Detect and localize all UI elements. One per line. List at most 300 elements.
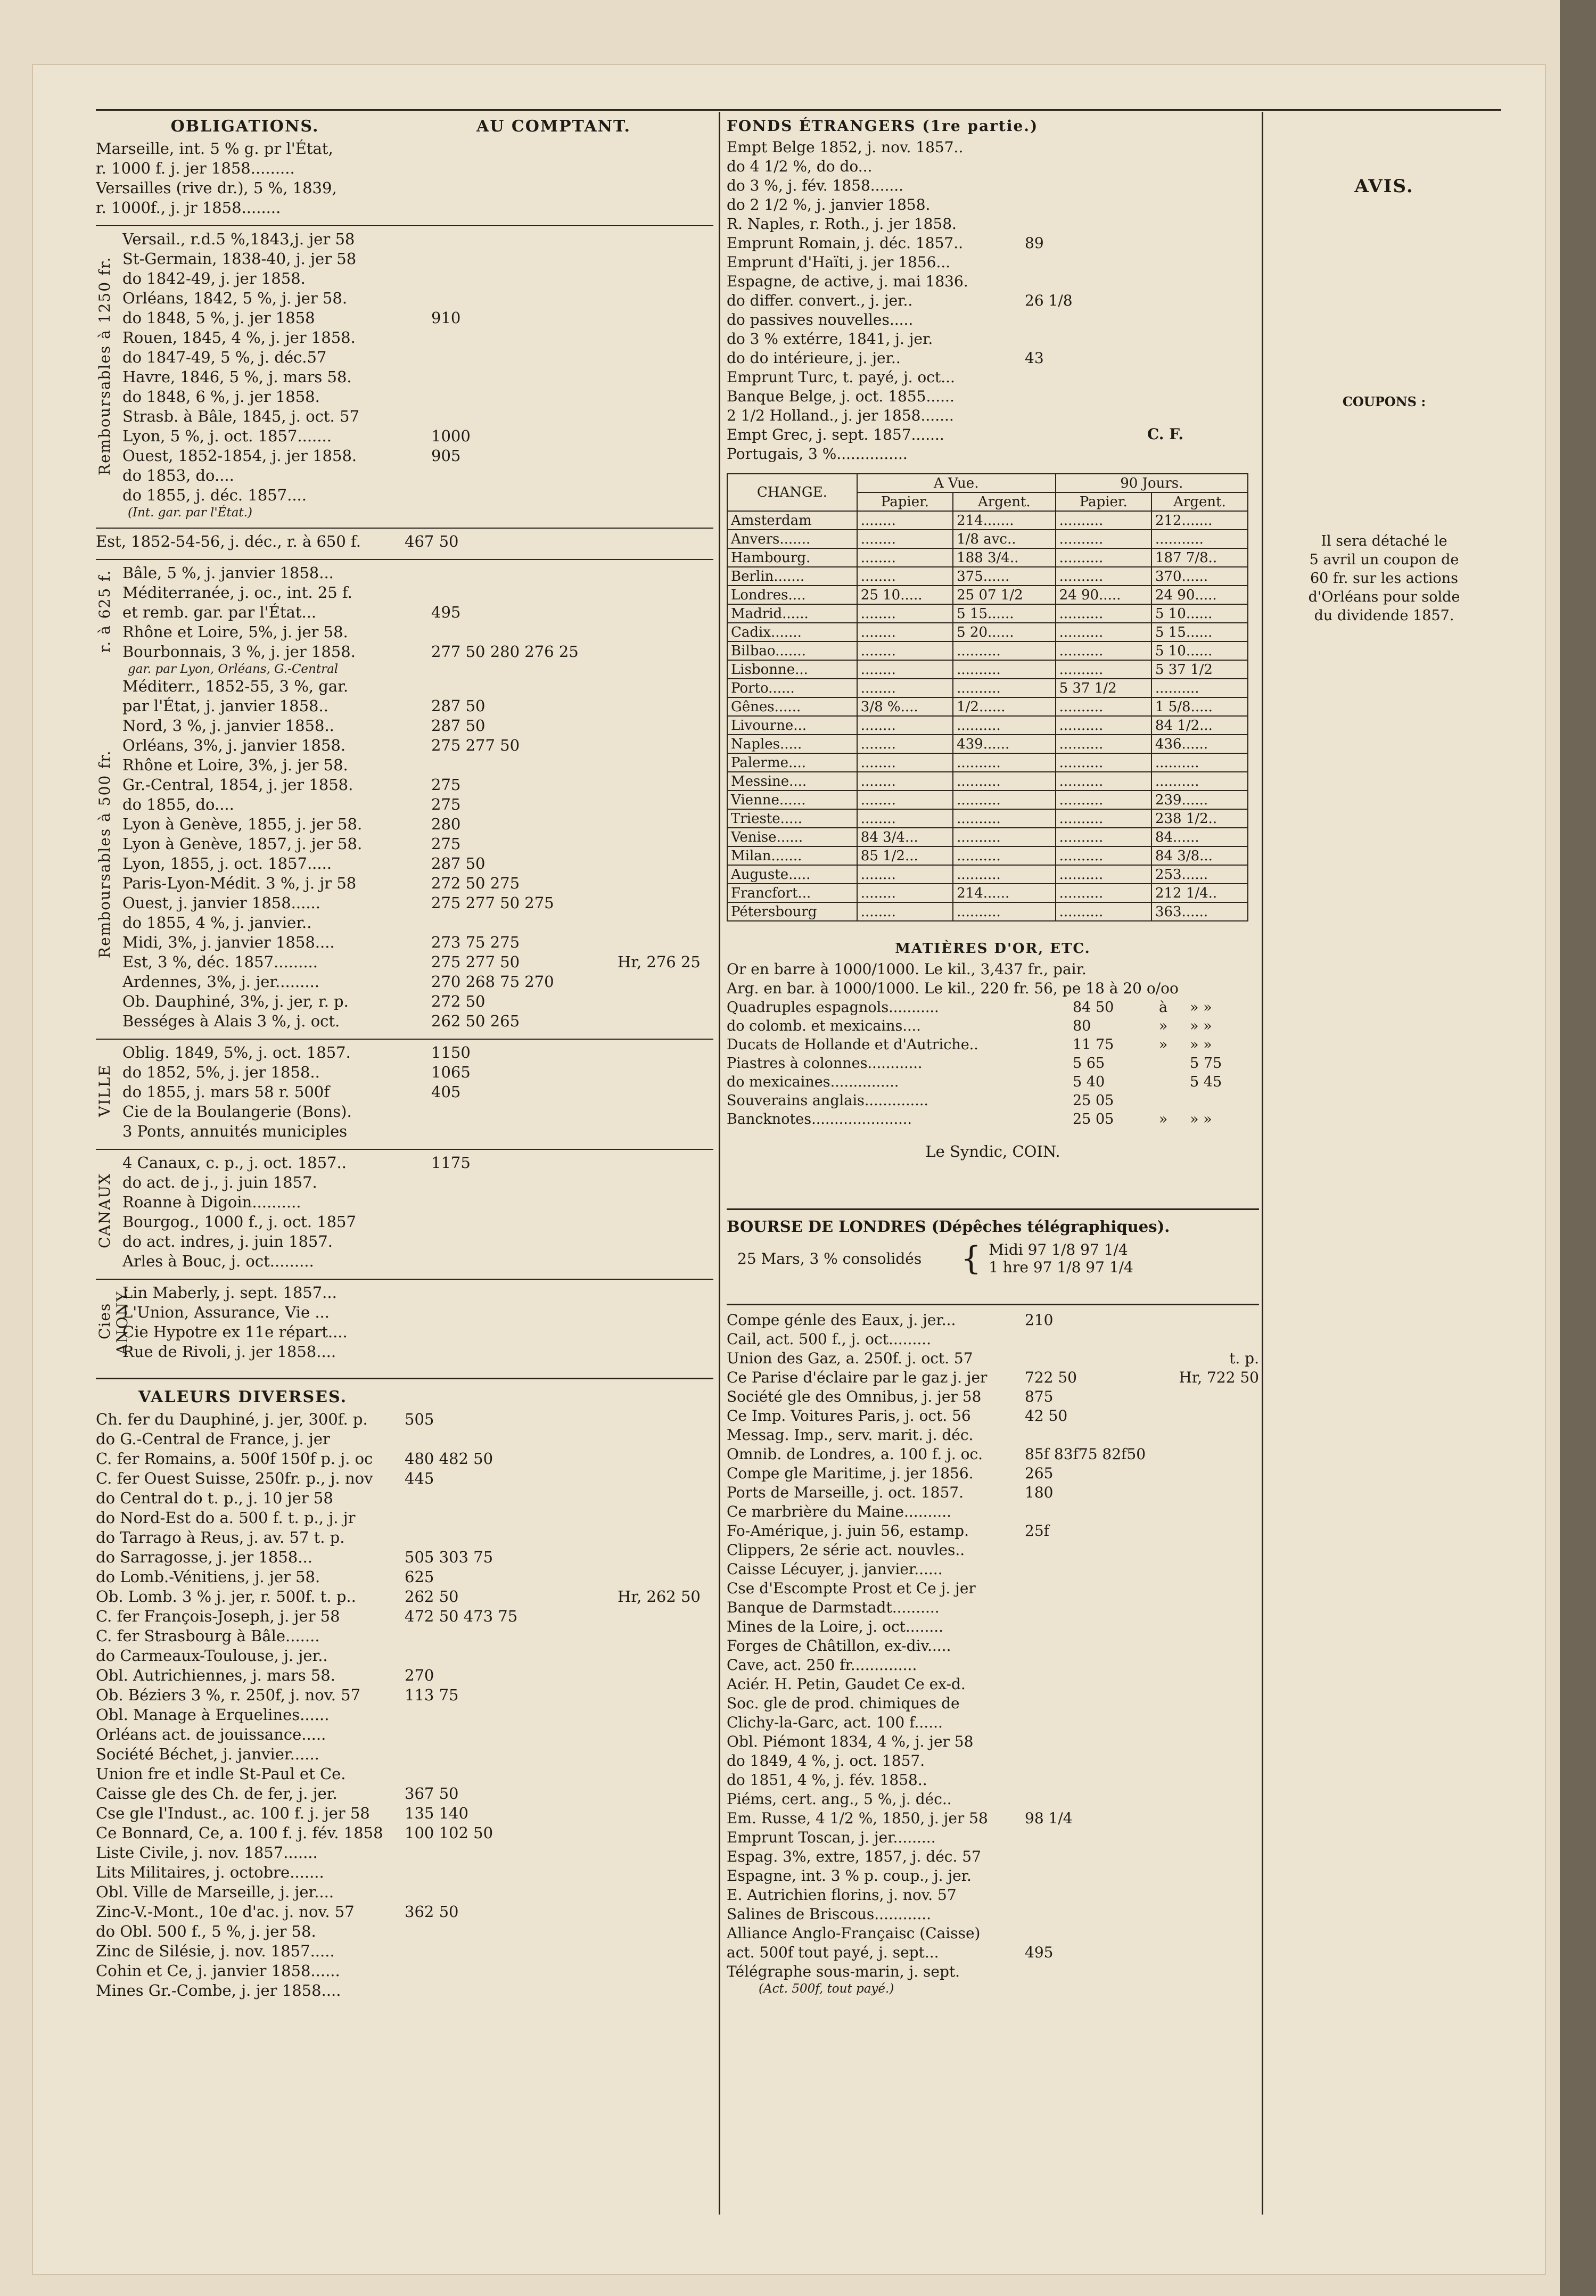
row-label: Empt Grec, j. sept. 1857....... (727, 426, 944, 443)
row-label: Emprunt d'Haïti, j. jer 1856... (727, 253, 951, 271)
change-cell-city: Madrid...... (727, 604, 857, 623)
row-label: Nord, 3 %, j. janvier 1858.. (122, 717, 334, 735)
change-cell-a2: .......... (1151, 753, 1248, 772)
table-row (727, 735, 1248, 753)
change-cell-city: Livourne... (727, 716, 857, 735)
table-row (727, 753, 1248, 772)
list-item (727, 1091, 1259, 1110)
table-row (122, 814, 713, 834)
matiere-n: do colomb. et mexicains.... (727, 1018, 921, 1034)
row-value: 875 (1025, 1388, 1054, 1405)
table-row (727, 1771, 1259, 1790)
change-cell-city: Francfort... (727, 884, 857, 902)
table-row (727, 1579, 1259, 1598)
change-cell-city: Palerme.... (727, 753, 857, 772)
row-label: r. 1000 f. j. jer 1858......... (96, 159, 295, 177)
row-value: 405 (431, 1083, 461, 1101)
matiere-a: 80 (1073, 1018, 1091, 1034)
change-cell-p1: ........ (857, 548, 953, 567)
row-label: Union des Gaz, a. 250f. j. oct. 57 (727, 1349, 973, 1367)
row-label: Mines de la Loire, j. oct........ (727, 1618, 944, 1635)
table-row (727, 1502, 1259, 1521)
table-row (96, 159, 713, 178)
row-label: do 1849, 4 %, j. oct. 1857. (727, 1752, 925, 1770)
row-label: Salines de Briscous............ (727, 1905, 932, 1923)
change-cell-city: Venise...... (727, 828, 857, 846)
row-label: Banque de Darmstadt.......... (727, 1599, 940, 1616)
row-label: do 1842-49, j. jer 1858. (122, 269, 306, 287)
row-extra: Hr, 276 25 (618, 953, 701, 971)
row-label: Ce Bonnard, Ce, a. 100 f. j. fév. 1858 (96, 1824, 383, 1842)
table-row (727, 1445, 1259, 1464)
section-side-label: Remboursables à 500 fr. (96, 750, 113, 958)
table-row (727, 310, 1259, 330)
table-row (727, 865, 1248, 884)
row-value (405, 1863, 713, 1882)
table-row (122, 933, 713, 952)
table-row (122, 229, 713, 249)
change-cell-city: Auguste..... (727, 865, 857, 884)
table-row (727, 1828, 1259, 1847)
table-row (727, 234, 1259, 253)
row-label: C. fer François-Joseph, j. jer 58 (96, 1607, 340, 1625)
row-label: R. Naples, r. Roth., j. jer 1858. (727, 215, 957, 233)
row-label: Gr.-Central, 1854, j. jer 1858. (122, 776, 353, 794)
matiere-a: 25 05 (1073, 1111, 1114, 1128)
table-row (96, 1587, 713, 1607)
row-label: Rhône et Loire, 5%, j. jer 58. (122, 623, 348, 641)
row-label: Société gle des Omnibus, j. jer 58 (727, 1388, 982, 1405)
change-cell-a1: 375...... (953, 567, 1056, 586)
row-label: et remb. gar. par l'État... (122, 603, 317, 621)
table-row (727, 1311, 1259, 1330)
change-cell-p2: .......... (1056, 828, 1151, 846)
row-value (431, 622, 713, 642)
change-cell-p2: .......... (1056, 641, 1151, 660)
matieres-title: MATIÈRES D'OR, ETC. (895, 941, 1091, 957)
matiere-b: » (1158, 1036, 1168, 1053)
row-value: 180 (1025, 1484, 1054, 1501)
table-row (122, 893, 713, 913)
row-value (431, 563, 713, 583)
cf-label: C. F. (1147, 425, 1184, 443)
row-value (1025, 1598, 1259, 1617)
row-value (1025, 1541, 1259, 1560)
row-label: 2 1/2 Holland., j. jer 1858....... (727, 407, 954, 424)
row-label: Paris-Lyon-Médit. 3 %, j. jr 58 (122, 874, 357, 892)
a-vue-header: A Vue. (857, 474, 1056, 492)
table-row (727, 1713, 1259, 1732)
row-label: Piéms, cert. ang., 5 %, j. déc.. (727, 1790, 952, 1808)
row-label: Obl. Manage à Erquelines...... (96, 1706, 330, 1724)
row-value (405, 178, 713, 198)
est-row (96, 528, 713, 552)
row-label: do 1855, 4 %, j. janvier.. (122, 914, 312, 932)
row-value: 275 277 50 (431, 953, 520, 971)
row-label: Bourbonnais, 3 %, j. jer 1858. (122, 643, 356, 661)
table-row (727, 791, 1248, 809)
table-row (122, 854, 713, 874)
row-value (1025, 1713, 1259, 1732)
change-cell-p2: .......... (1056, 902, 1151, 921)
row-label: Méditerr., 1852-55, 3 %, gar. (122, 677, 349, 695)
row-label: C. fer Ouest Suisse, 250fr. p., j. nov (96, 1469, 373, 1487)
table-row (727, 1349, 1259, 1368)
row-value (431, 249, 713, 269)
matieres-line2 (727, 979, 1259, 998)
row-value: 287 50 (431, 717, 486, 735)
papier-header: Papier. (857, 492, 953, 511)
table-row (96, 1488, 713, 1508)
table-row (122, 1063, 713, 1082)
row-label: do Obl. 500 f., 5 %, j. jer 58. (96, 1922, 316, 1940)
table-row (96, 1863, 713, 1882)
row-value (431, 677, 713, 696)
row-label: Portugais, 3 %............... (727, 445, 908, 463)
matiere-c: » » (1190, 1111, 1212, 1128)
table-row (122, 834, 713, 854)
table-row (122, 1122, 713, 1141)
row-value: 272 50 275 (431, 874, 520, 892)
change-cell-a2: 84...... (1151, 828, 1248, 846)
syndic-signature: Le Syndic, COIN. (925, 1142, 1060, 1161)
row-label: Soc. gle de prod. chimiques de (727, 1694, 960, 1712)
change-table (727, 473, 1248, 921)
change-cell-a2: 253...... (1151, 865, 1248, 884)
row-value (431, 1322, 713, 1342)
table-row (96, 1528, 713, 1548)
row-value (431, 1252, 713, 1271)
table-row (96, 1764, 713, 1784)
change-cell-a1: .......... (953, 641, 1056, 660)
row-label: Cie Hypotre ex 11e répart.... (122, 1323, 348, 1341)
table-row (122, 716, 713, 736)
change-cell-p2: .......... (1056, 530, 1151, 548)
row-label: Rouen, 1845, 4 %, j. jer 1858. (122, 328, 356, 347)
row-label: 3 Ponts, annuités municiples (122, 1122, 348, 1140)
row-value (1025, 253, 1259, 272)
table-row (727, 1924, 1259, 1943)
change-cell-a1: 5 15...... (953, 604, 1056, 623)
row-value (431, 913, 713, 933)
row-value: 275 277 50 275 (431, 894, 554, 912)
row-value (431, 1102, 713, 1122)
row-value (405, 1725, 713, 1744)
table-row (122, 289, 713, 308)
change-cell-p1: ........ (857, 530, 953, 548)
table-row (727, 330, 1259, 349)
table-row (122, 308, 713, 328)
papier-header: Papier. (1056, 492, 1151, 511)
list-item (727, 1035, 1259, 1054)
row-value (431, 289, 713, 308)
row-label: Aciér. H. Petin, Gaudet Ce ex-d. (727, 1675, 966, 1693)
row-label: Ce marbrière du Maine.......... (727, 1503, 951, 1520)
table-row (727, 884, 1248, 902)
row-value (1025, 387, 1259, 406)
list-item (727, 998, 1259, 1017)
row-label: Cie de la Boulangerie (Bons). (122, 1102, 352, 1121)
table-row (96, 1902, 713, 1922)
row-label: Espagne, de active, j. mai 1836. (727, 273, 968, 290)
change-cell-city: Londres.... (727, 586, 857, 604)
table-row (727, 828, 1248, 846)
row-value (405, 1488, 713, 1508)
row-label: Zinc de Silésie, j. nov. 1857..... (96, 1942, 335, 1960)
note-gar: gar. par Lyon, Orléans, G.-Central (128, 662, 339, 676)
change-cell-city: Amsterdam (727, 511, 857, 530)
table-row (96, 1449, 713, 1469)
row-label: Société Béchet, j. janvier...... (96, 1745, 319, 1763)
row-value: 275 (431, 835, 461, 853)
row-label: Clichy-la-Garc, act. 100 f...... (727, 1714, 943, 1731)
change-cell-a2: 239...... (1151, 791, 1248, 809)
matiere-c (1190, 1091, 1238, 1110)
table-row (96, 1882, 713, 1902)
londres-section (727, 1208, 1259, 1277)
row-value (405, 1744, 713, 1764)
row-value (431, 755, 713, 775)
row-value: 270 268 75 270 (431, 973, 554, 991)
table-row (727, 1636, 1259, 1656)
row-value (431, 269, 713, 289)
row-label: Lin Maberly, j. sept. 1857... (122, 1283, 337, 1302)
table-row (727, 1905, 1259, 1924)
row-label: Strasb. à Bâle, 1845, j. oct. 57 (122, 407, 359, 425)
table-row (96, 1567, 713, 1587)
table-row (96, 1429, 713, 1449)
obligations-500-list (96, 677, 713, 1031)
row-label: do 1853, do.... (122, 466, 234, 484)
table-row (122, 563, 713, 583)
avis-column (1270, 112, 1499, 625)
table-row (727, 604, 1248, 623)
row-value (1025, 1636, 1259, 1656)
change-cell-p1: ........ (857, 716, 953, 735)
table-row (727, 406, 1259, 425)
obligations-title: OBLIGATIONS. (170, 117, 319, 136)
change-cell-city: Porto...... (727, 679, 857, 697)
row-label: Marseille, int. 5 % g. pr l'État, (96, 139, 333, 158)
row-value (1025, 425, 1259, 445)
row-label: Caisse Lécuyer, j. janvier...... (727, 1560, 943, 1578)
table-row (96, 1685, 713, 1705)
row-value: 287 50 (431, 854, 486, 873)
change-cell-p2: .......... (1056, 604, 1151, 623)
table-row (122, 736, 713, 755)
anonymes-list (96, 1279, 713, 1362)
row-value: 287 50 (431, 697, 486, 715)
row-value: 275 (431, 795, 461, 813)
table-row (727, 1387, 1259, 1406)
change-cell-p1: ........ (857, 735, 953, 753)
change-cell-p1: ........ (857, 809, 953, 828)
change-cell-city: Pétersbourg (727, 902, 857, 921)
change-cell-p2: .......... (1056, 809, 1151, 828)
row-label: Forges de Châtillon, ex-div..... (727, 1637, 951, 1655)
table-row (727, 445, 1259, 464)
row-extra: Hr, 262 50 (618, 1587, 701, 1606)
change-cell-a2: 187 7/8.. (1151, 548, 1248, 567)
row-value (1025, 1579, 1259, 1598)
book-spine (1560, 0, 1596, 2296)
matiere-b (1137, 1091, 1190, 1110)
change-cell-p1: ........ (857, 511, 953, 530)
list-item (727, 1110, 1259, 1129)
row-value (431, 1192, 713, 1212)
table-row (727, 138, 1259, 157)
fonds-title: FONDS ÉTRANGERS (1re partie.) (727, 117, 1039, 135)
table-row (727, 846, 1248, 865)
table-row (122, 446, 713, 466)
table-row (96, 1646, 713, 1666)
row-value: 85f 83f75 82f50 (1025, 1445, 1146, 1463)
row-label: do 4 1/2 %, do do... (727, 158, 873, 175)
row-value (1025, 195, 1259, 215)
londres-midi: Midi 97 1/8 97 1/4 (989, 1241, 1128, 1258)
row-label: Emprunt Turc, t. payé, j. oct... (727, 368, 955, 386)
change-cell-p1: 84 3/4... (857, 828, 953, 846)
row-value: 270 (405, 1666, 434, 1684)
matiere-n: Souverains anglais.............. (727, 1092, 928, 1109)
row-label: Emprunt Romain, j. déc. 1857.. (727, 234, 964, 252)
row-label: Espagne, int. 3 % p. coup., j. jer. (727, 1867, 972, 1884)
row-value: 42 50 (1025, 1407, 1068, 1425)
table-row (727, 1368, 1259, 1387)
change-cell-city: Hambourg. (727, 548, 857, 567)
row-label: Liste Civile, j. nov. 1857....... (96, 1844, 318, 1862)
row-value (1025, 1349, 1229, 1368)
change-rows (727, 511, 1248, 921)
row-label: Lyon, 5 %, j. oct. 1857....... (122, 427, 332, 445)
table-row (122, 407, 713, 426)
table-row (122, 755, 713, 775)
table-row (96, 1961, 713, 1981)
row-value (405, 1528, 713, 1548)
avis-title: AVIS. (1354, 176, 1414, 197)
jours90-header: 90 Jours. (1056, 474, 1248, 492)
matieres-list (727, 998, 1259, 1129)
row-label: do Lomb.-Vénitiens, j. jer 58. (96, 1568, 320, 1586)
row-value (1025, 1771, 1259, 1790)
table-row (122, 249, 713, 269)
change-cell-a1: 1/8 avc.. (953, 530, 1056, 548)
table-row (727, 1790, 1259, 1809)
row-label: Orléans act. de jouissance..... (96, 1725, 326, 1743)
change-cell-p2: 24 90..... (1056, 586, 1151, 604)
change-cell-a1: 188 3/4.. (953, 548, 1056, 567)
change-cell-city: Trieste..... (727, 809, 857, 828)
change-cell-p1: ........ (857, 884, 953, 902)
row-label: do 1851, 4 %, j. fév. 1858.. (727, 1771, 927, 1789)
row-label: Ob. Lomb. 3 % j. jer, r. 500f. t. p.. (96, 1587, 356, 1606)
row-value (405, 1981, 713, 2001)
change-cell-a2: 212 1/4.. (1151, 884, 1248, 902)
table-row (96, 139, 713, 159)
avis-line: du dividende 1857. (1314, 607, 1454, 624)
row-label: do 1855, j. déc. 1857.... (122, 486, 307, 504)
row-label: Mines Gr.-Combe, j. jer 1858.... (96, 1981, 341, 1999)
table-row (727, 679, 1248, 697)
row-value (1025, 1617, 1259, 1636)
row-label: Clippers, 2e série act. nouvles.. (727, 1541, 965, 1559)
row-value (1025, 176, 1259, 195)
row-value (405, 1764, 713, 1784)
row-label: Cail, act. 500 f., j. oct......... (727, 1330, 932, 1348)
table-row (122, 387, 713, 407)
row-label: 4 Canaux, c. p., j. oct. 1857.. (122, 1154, 347, 1172)
row-value (405, 1941, 713, 1961)
row-value (1025, 310, 1259, 330)
londres-date: 25 Mars, 3 % consolidés (737, 1249, 922, 1268)
table-row (96, 1804, 713, 1823)
matiere-b: » (1158, 1111, 1168, 1128)
obligations-625-list (96, 559, 713, 662)
row-value (431, 1283, 713, 1303)
row-label: Em. Russe, 4 1/2 %, 1850, j. jer 58 (727, 1809, 988, 1827)
row-label: do differ. convert., j. jer.. (727, 292, 913, 309)
row-label: Ob. Dauphiné, 3%, j. jer, r. p. (122, 992, 349, 1010)
valeurs-title: VALEURS DIVERSES. (138, 1388, 348, 1406)
table-row (96, 1705, 713, 1725)
change-cell-p1: ........ (857, 772, 953, 791)
row-label: Alliance Anglo-Françaisc (Caisse) (727, 1924, 981, 1942)
row-value (1025, 1886, 1259, 1905)
row-label: Banque Belge, j. oct. 1855...... (727, 388, 955, 405)
table-row (727, 716, 1248, 735)
row-label: Compe gle Maritime, j. jer 1856. (727, 1464, 974, 1482)
row-value (1025, 406, 1259, 425)
change-cell-p2: .......... (1056, 548, 1151, 567)
row-value (431, 466, 713, 485)
row-label: do G.-Central de France, j. jer (96, 1430, 330, 1448)
table-row (727, 1330, 1259, 1349)
row-label: Lyon à Genève, 1857, j. jer 58. (122, 835, 363, 853)
table-row (727, 1406, 1259, 1426)
table-row (727, 1617, 1259, 1636)
table-row (727, 772, 1248, 791)
row-label: Bâle, 5 %, j. janvier 1858... (122, 564, 334, 582)
avis-text (1270, 532, 1499, 625)
table-row (122, 1011, 713, 1031)
section-side-label: CANAUX (96, 1173, 113, 1248)
row-value: 495 (1025, 1944, 1054, 1961)
section-side-label: VILLE (96, 1064, 113, 1117)
table-row (727, 902, 1248, 921)
row-label: do 1848, 5 %, j. jer 1858 (122, 309, 315, 327)
row-value (1025, 1790, 1259, 1809)
table-row (727, 586, 1248, 604)
row-value: 1000 (431, 427, 471, 445)
row-label: do act. de j., j. juin 1857. (122, 1173, 317, 1191)
row-label: do 1852, 5%, j. jer 1858.. (122, 1063, 320, 1081)
table-row (727, 215, 1259, 234)
obligations-column (96, 112, 713, 2001)
row-value (1025, 1675, 1259, 1694)
matiere-n: Ducats de Hollande et d'Autriche.. (727, 1036, 978, 1053)
table-row (122, 348, 713, 367)
row-label: Est, 3 %, déc. 1857......... (122, 953, 318, 971)
table-row (96, 1548, 713, 1567)
table-row (727, 291, 1259, 310)
change-cell-a1: .......... (953, 809, 1056, 828)
table-row (122, 466, 713, 485)
row-label: C. fer Strasbourg à Bâle....... (96, 1627, 320, 1645)
change-cell-p1: ........ (857, 865, 953, 884)
row-value: 262 50 (405, 1587, 459, 1606)
row-label: Zinc-V.-Mont., 10e d'ac. j. nov. 57 (96, 1903, 355, 1921)
row-value (1025, 1330, 1259, 1349)
